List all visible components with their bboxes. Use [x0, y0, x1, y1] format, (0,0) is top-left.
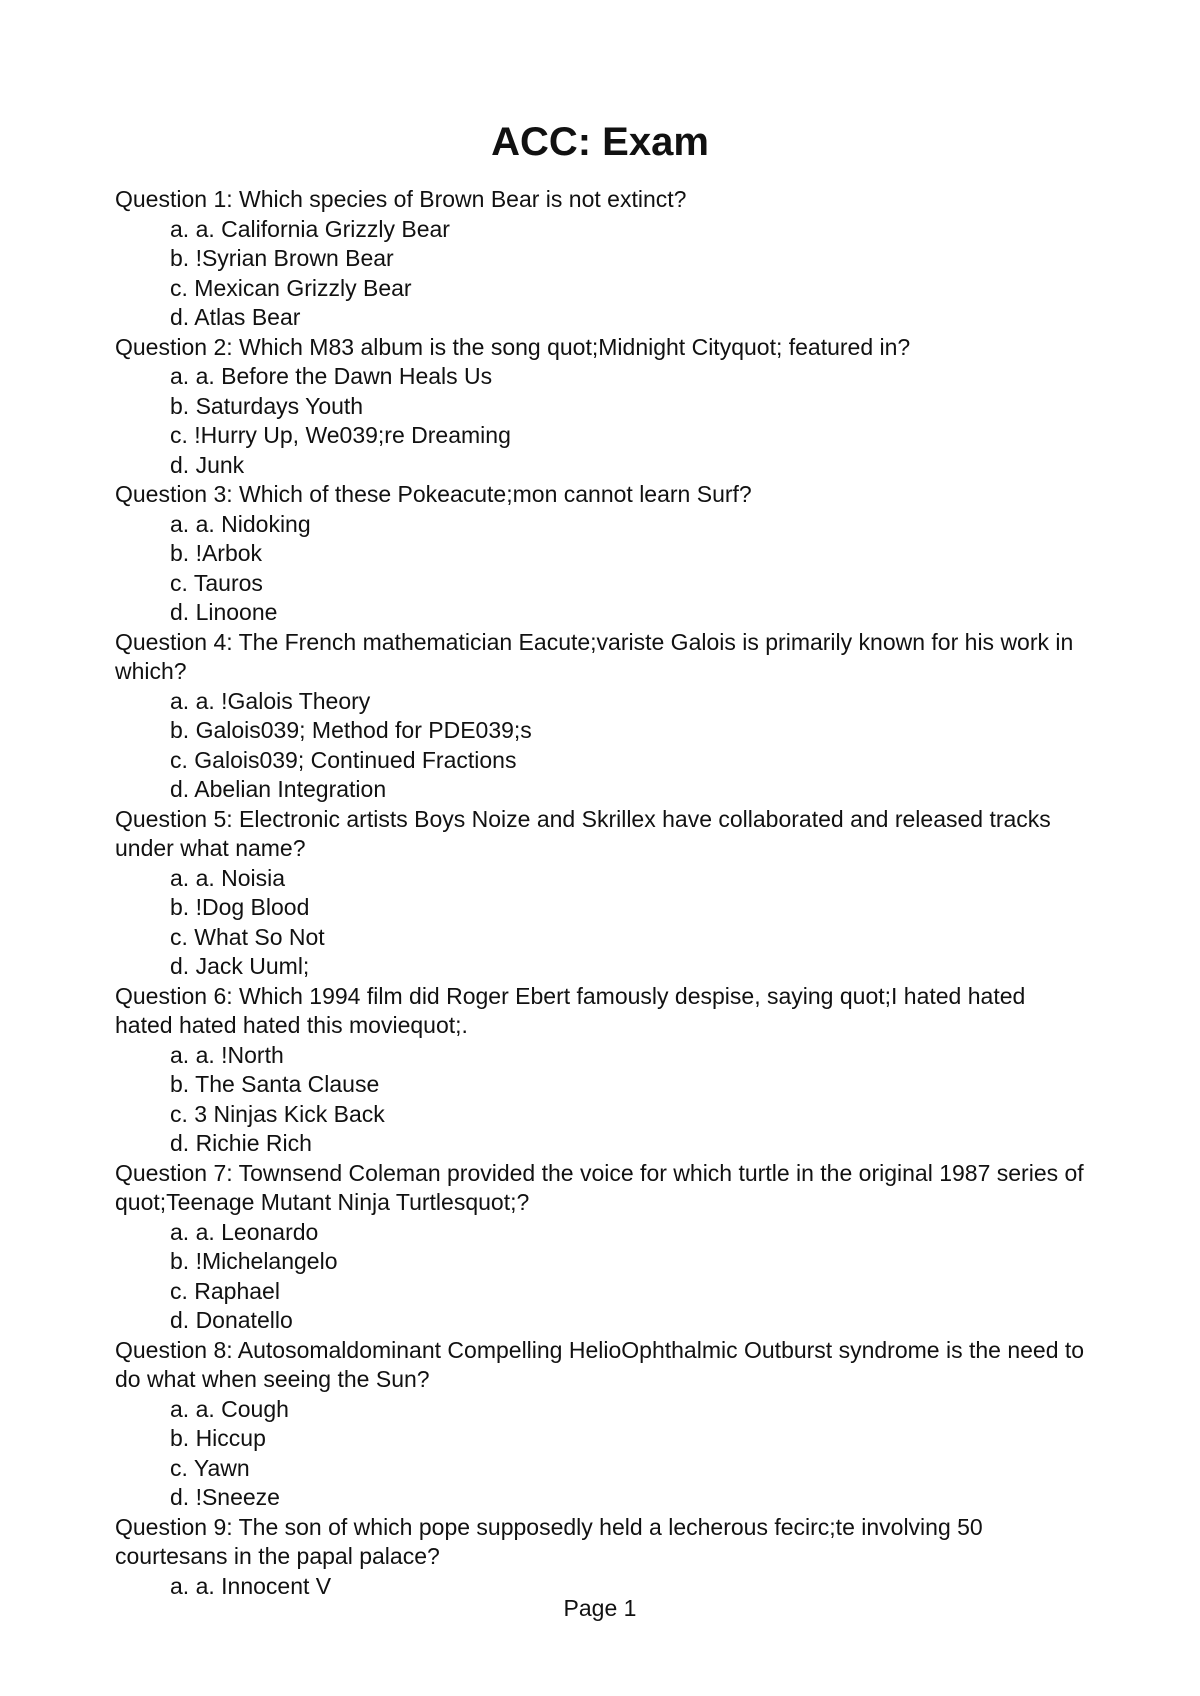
option-item: b. The Santa Clause — [170, 1071, 380, 1097]
option-item: a. a. !Galois Theory — [170, 687, 371, 714]
question-block — [115, 185, 1085, 333]
option-list — [115, 362, 1085, 480]
question-block — [115, 480, 1085, 628]
option-item: c. Galois039; Continued Fractions — [170, 746, 517, 773]
option-item: d. Abelian Integration — [170, 776, 387, 802]
option-item: c. Raphael — [170, 1277, 280, 1304]
option-item: d. !Sneeze — [170, 1484, 280, 1510]
option-item: d. Junk — [170, 451, 245, 478]
question-block — [115, 1336, 1085, 1513]
page-number: Page 1 — [563, 1595, 637, 1621]
option-item: b. Hiccup — [170, 1425, 266, 1451]
option-item: a. a. Nidoking — [170, 510, 311, 537]
question-text: Question 6: Which 1994 film did Roger Ebert famously despise, saying quot;I hated hated hated hated hated this moviequot;. — [115, 982, 1026, 1038]
question-text: Question 3: Which of these Pokeacute;mon cannot learn Surf? — [115, 481, 752, 507]
option-item: d. Jack Uuml; — [170, 953, 310, 979]
option-item: d. Donatello — [170, 1307, 293, 1333]
option-item: d. Atlas Bear — [170, 304, 301, 330]
option-list — [115, 510, 1085, 628]
option-item: c. Mexican Grizzly Bear — [170, 274, 412, 301]
question-block — [115, 982, 1085, 1159]
option-list — [115, 1218, 1085, 1336]
option-list — [115, 687, 1085, 805]
question-block — [115, 1159, 1085, 1336]
option-item: b. Saturdays Youth — [170, 392, 364, 419]
option-item: c. !Hurry Up, We039;re Dreaming — [170, 422, 511, 448]
question-list — [115, 185, 1085, 1601]
option-item: c. 3 Ninjas Kick Back — [170, 1100, 385, 1127]
question-block — [115, 333, 1085, 481]
option-item: a. a. California Grizzly Bear — [170, 215, 450, 242]
option-list — [115, 864, 1085, 982]
option-item: a. a. Leonardo — [170, 1218, 319, 1245]
option-item: a. a. Innocent V — [170, 1572, 332, 1599]
question-block — [115, 1513, 1085, 1602]
option-item: b. !Syrian Brown Bear — [170, 245, 394, 271]
question-text: Question 8: Autosomaldominant Compelling HelioOphthalmic Outburst syndrome is the need to do what when seeing the Sun? — [115, 1336, 1085, 1392]
option-list — [115, 1395, 1085, 1513]
option-item: b. !Michelangelo — [170, 1248, 338, 1274]
option-item: a. a. !North — [170, 1041, 284, 1068]
option-item: b. !Arbok — [170, 540, 263, 566]
question-block — [115, 805, 1085, 982]
question-text: Question 9: The son of which pope supposedly held a lecherous fecirc;te involving 50 courtesans in the papal palace? — [115, 1513, 983, 1569]
page-title: ACC: Exam — [491, 120, 709, 164]
option-item: b. Galois039; Method for PDE039;s — [170, 717, 532, 743]
question-text: Question 7: Townsend Coleman provided the voice for which turtle in the original 1987 series of quot;Teenage Mutant Ninja Turtlesquot;? — [115, 1159, 1084, 1215]
option-item: a. a. Noisia — [170, 864, 286, 891]
option-item: d. Linoone — [170, 599, 278, 625]
option-list — [115, 215, 1085, 333]
option-item: c. Tauros — [170, 569, 263, 596]
question-block — [115, 628, 1085, 805]
option-item: a. a. Before the Dawn Heals Us — [170, 363, 493, 389]
option-item: a. a. Cough — [170, 1395, 289, 1422]
option-list — [115, 1041, 1085, 1159]
option-item: c. Yawn — [170, 1454, 250, 1481]
question-text: Question 4: The French mathematician Eacute;variste Galois is primarily known for his work in which? — [115, 628, 1074, 684]
option-item: b. !Dog Blood — [170, 894, 310, 920]
option-item: c. What So Not — [170, 923, 325, 950]
question-text: Question 1: Which species of Brown Bear is not extinct? — [115, 186, 687, 212]
question-text: Question 2: Which M83 album is the song quot;Midnight Cityquot; featured in? — [115, 333, 911, 360]
question-text: Question 5: Electronic artists Boys Noize and Skrillex have collaborated and released tracks under what name? — [115, 805, 1051, 861]
option-item: d. Richie Rich — [170, 1130, 312, 1156]
